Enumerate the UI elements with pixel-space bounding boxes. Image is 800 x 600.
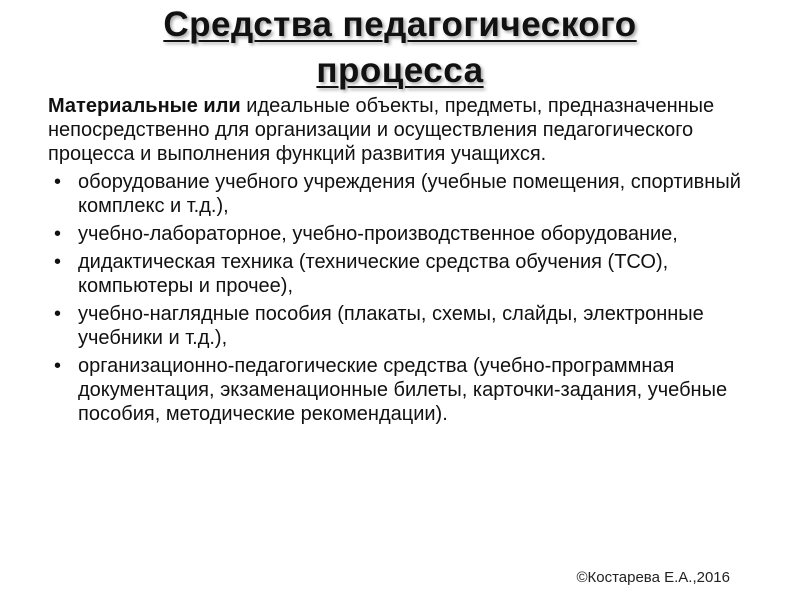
bullet-icon: •: [54, 251, 62, 273]
list-item-text: оборудование учебного учреждения (учебные помещения, спортивный комплекс и т.д.),: [78, 171, 741, 217]
bullet-icon: •: [54, 303, 62, 325]
page-title: [0, 2, 800, 94]
list-item-text: учебно-наглядные пособия (плакаты, схемы, слайды, электронные учебники и т.д.),: [78, 303, 704, 349]
list-item: [48, 302, 758, 350]
list-item: [48, 170, 758, 218]
copyright-footer: ©Костарева Е.А.,2016: [576, 569, 730, 586]
list-item-text: дидактическая техника (технические средства обучения (ТСО), компьютеры и прочее),: [78, 251, 669, 297]
means-list: [48, 170, 758, 426]
list-item: [48, 354, 758, 426]
list-item-text: учебно-лабораторное, учебно-производственное оборудование,: [78, 223, 678, 245]
bullet-icon: •: [54, 171, 62, 193]
intro-rest: идеальные объекты, предметы, предназначенные непосредственно для организации и осуществления педагогического процесса и выполнения функций развития учащихся.: [48, 95, 715, 165]
list-item: [48, 222, 758, 246]
list-item-text: организационно-педагогические средства (учебно-программная документация, экзаменационные билеты, карточки-задания, учебные пособия, методические рекомендации).: [78, 355, 728, 425]
bullet-icon: •: [54, 355, 62, 377]
list-item: [48, 250, 758, 298]
bullet-icon: •: [54, 223, 62, 245]
intro-paragraph: [48, 94, 758, 166]
title-line-2: процесса: [316, 51, 484, 90]
slide-content: [48, 94, 758, 430]
title-line-1: Средства педагогического: [163, 5, 637, 44]
intro-lead: Материальные или: [48, 95, 241, 117]
